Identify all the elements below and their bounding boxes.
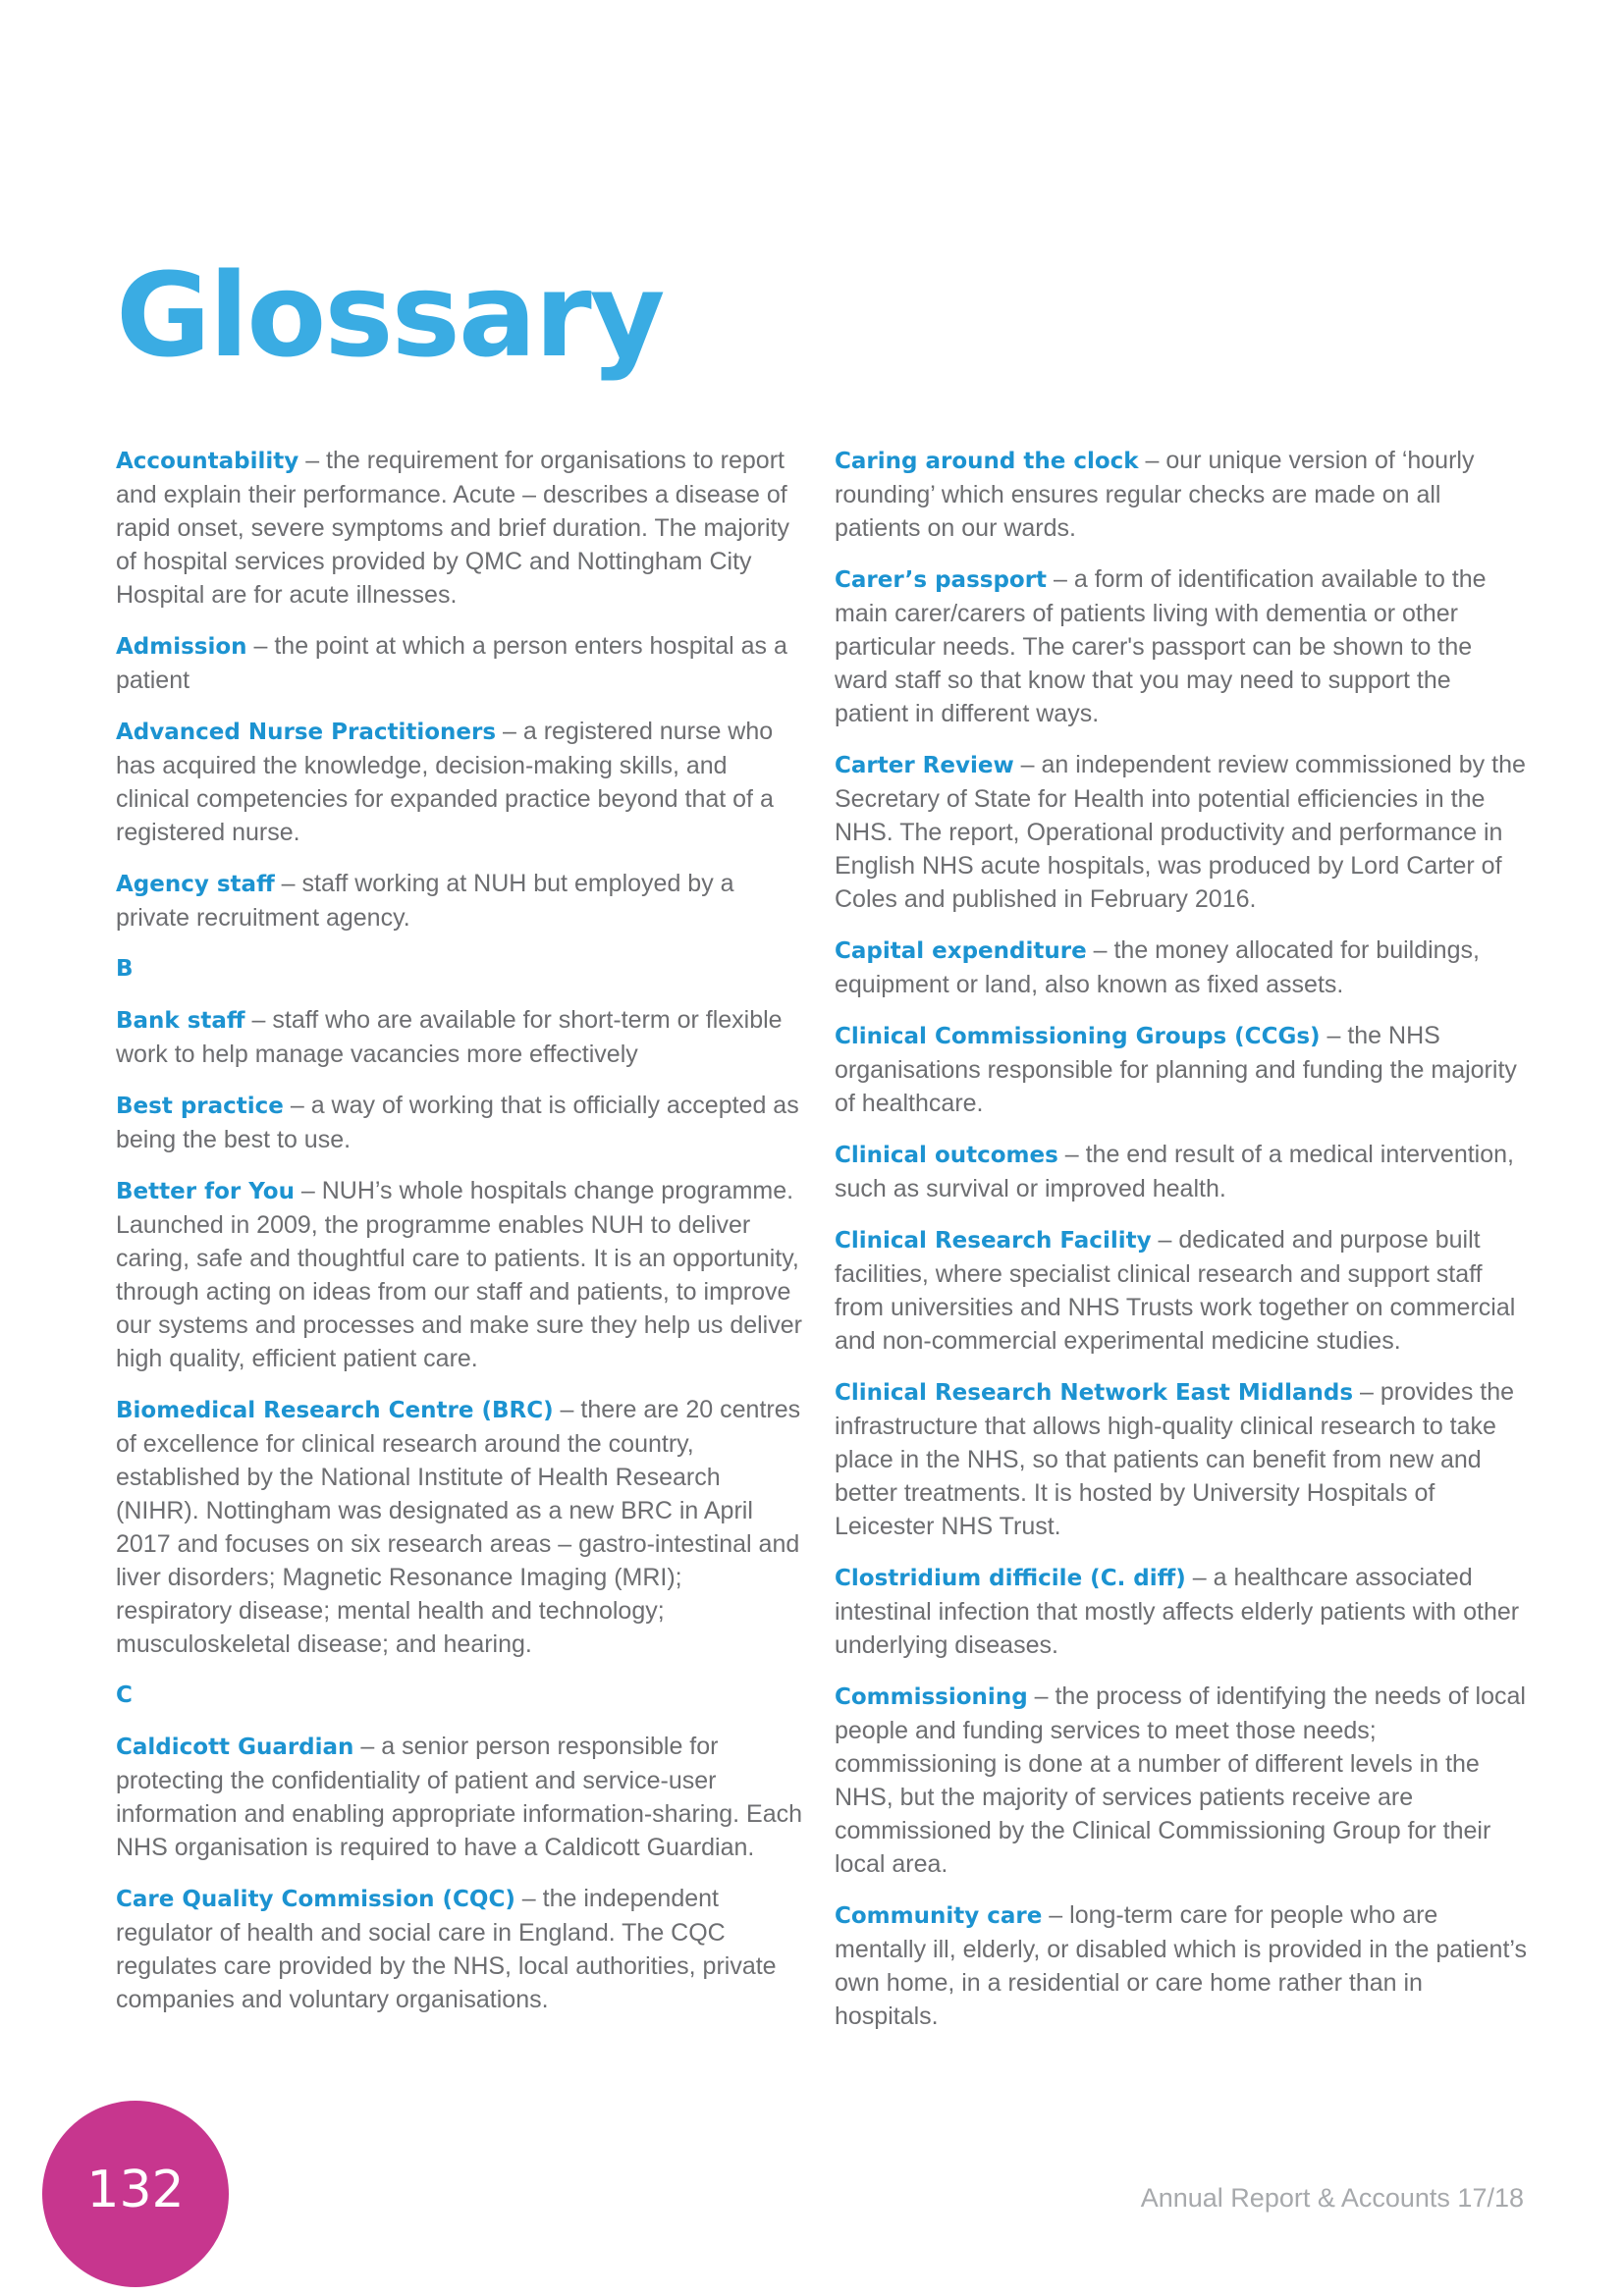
glossary-definition: – staff who are available for short-term or flexible work to help manage vacancies more effectively bbox=[116, 1006, 783, 1068]
page-title: Glossary bbox=[116, 247, 664, 383]
glossary-entry bbox=[835, 1561, 1527, 1662]
glossary-definition: – the requirement for organisations to report and explain their performance. Acute – describes a disease of rapid onset, severe symptoms and brief duration. The majority of hospital services provided by QMC and Nottingham City Hospital are for acute illnesses. bbox=[116, 447, 789, 609]
glossary-column-left bbox=[116, 444, 803, 2034]
glossary-term: Admission bbox=[116, 634, 247, 660]
glossary-term: Carer’s passport bbox=[835, 567, 1048, 593]
glossary-entry bbox=[835, 1223, 1527, 1358]
glossary-entry bbox=[116, 629, 803, 697]
section-letter: C bbox=[116, 1682, 133, 1708]
glossary-definition: – the money allocated for buildings, equipment or land, also known as fixed assets. bbox=[835, 936, 1480, 998]
glossary-definition: – provides the infrastructure that allows high-quality clinical research to take place in the NHS, so that patients can benefit from new and better treatments. It is hosted by University Hospitals of Leicester NHS Trust. bbox=[835, 1378, 1515, 1540]
glossary-term: Agency staff bbox=[116, 872, 275, 897]
glossary-definition: – the independent regulator of health and social care in England. The CQC regulates care provided by the NHS, local authorities, private companies and voluntary organisations. bbox=[116, 1885, 777, 2013]
glossary-definition: – there are 20 centres of excellence for clinical research around the country, established by the National Institute of Health Research (NIHR). Nottingham was designated as a new BRC in April 2017 and focuses on six research areas – gastro-intestinal and liver disorders; Magnetic Resonance Imaging (MRI); respiratory disease; mental health and technology; musculoskeletal disease; and hearing. bbox=[116, 1396, 801, 1658]
glossary-definition: – the end result of a medical intervention, such as survival or improved health. bbox=[835, 1141, 1514, 1202]
glossary-entry bbox=[116, 1730, 803, 1864]
glossary-term: Advanced Nurse Practitioners bbox=[116, 720, 497, 745]
glossary-entry bbox=[116, 1089, 803, 1156]
glossary-definition: – dedicated and purpose built facilities, where specialist clinical research and support staff from universities and NHS Trusts work together on commercial and non-commercial experimental medicine studies. bbox=[835, 1226, 1516, 1355]
glossary-definition: – a registered nurse who has acquired the knowledge, decision-making skills, and clinical competencies for expanded practice beyond that of a registered nurse. bbox=[116, 718, 774, 846]
glossary-entry bbox=[835, 934, 1527, 1001]
glossary-term: Care Quality Commission (CQC) bbox=[116, 1887, 515, 1912]
glossary-definition: – a senior person responsible for protecting the confidentiality of patient and service-user information and enabling appropriate information-sharing. Each NHS organisation is required to have a Caldicott Guardian. bbox=[116, 1733, 803, 1861]
glossary-entry bbox=[116, 1393, 803, 1661]
page-number: 132 bbox=[86, 2161, 185, 2219]
glossary-definition: – our unique version of ‘hourly rounding’ which ensures regular checks are made on all patients on our wards. bbox=[835, 447, 1475, 542]
glossary-term: Clinical outcomes bbox=[835, 1143, 1058, 1168]
glossary-definition: – a healthcare associated intestinal infection that mostly affects elderly patients with other underlying diseases. bbox=[835, 1564, 1520, 1659]
glossary-entry bbox=[835, 1680, 1527, 1881]
page-number-badge bbox=[42, 2101, 229, 2287]
glossary-entry bbox=[835, 444, 1527, 545]
glossary-term: Commissioning bbox=[835, 1684, 1028, 1710]
glossary-definition: – the NHS organisations responsible for planning and funding the majority of healthcare. bbox=[835, 1022, 1517, 1117]
glossary-entry bbox=[835, 562, 1527, 730]
glossary-definition: – a way of working that is officially accepted as being the best to use. bbox=[116, 1092, 799, 1153]
glossary-term: Biomedical Research Centre (BRC) bbox=[116, 1398, 554, 1423]
glossary-entry bbox=[835, 1138, 1527, 1205]
glossary-entry bbox=[835, 748, 1527, 916]
glossary-term: Clinical Research Facility bbox=[835, 1228, 1152, 1254]
glossary-term: Clinical Research Network East Midlands bbox=[835, 1380, 1354, 1406]
glossary-term: Clostridium difficile (C. diff) bbox=[835, 1566, 1186, 1591]
glossary-term: Clinical Commissioning Groups (CCGs) bbox=[835, 1024, 1321, 1049]
glossary-entry bbox=[116, 715, 803, 849]
glossary-definition: – the process of identifying the needs of local people and funding services to meet those needs; commissioning is done at a number of different levels in the NHS, but the majority of services patients receive are commissioned by the Clinical Commissioning Group for their local area. bbox=[835, 1682, 1526, 1878]
glossary-term: Carter Review bbox=[835, 753, 1014, 778]
glossary-term: Caldicott Guardian bbox=[116, 1735, 354, 1760]
glossary-entry bbox=[116, 867, 803, 934]
glossary-term: Best practice bbox=[116, 1094, 284, 1119]
glossary-term: Accountability bbox=[116, 449, 299, 474]
glossary-term: Community care bbox=[835, 1903, 1043, 1929]
glossary-entry bbox=[116, 444, 803, 612]
glossary-definition: – staff working at NUH but employed by a private recruitment agency. bbox=[116, 870, 734, 932]
glossary-entry bbox=[116, 1882, 803, 2016]
glossary-entry bbox=[835, 1375, 1527, 1543]
glossary-term: Bank staff bbox=[116, 1008, 245, 1034]
section-letter: B bbox=[116, 956, 134, 982]
glossary-definition: – a form of identification available to the main carer/carers of patients living with dementia or other particular needs. The carer's passport can be shown to the ward staff so that know that you may need to support the patient in different ways. bbox=[835, 565, 1487, 727]
glossary-definition: – an independent review commissioned by the Secretary of State for Health into potential efficiencies in the NHS. The report, Operational productivity and performance in English NHS acute hospitals, was produced by Lord Carter of Coles and published in February 2016. bbox=[835, 751, 1526, 913]
glossary-definition: – long-term care for people who are mentally ill, elderly, or disabled which is provided in the patient’s own home, in a residential or care home rather than in hospitals. bbox=[835, 1901, 1527, 2030]
glossary-entry bbox=[835, 1019, 1527, 1120]
glossary-definition: – NUH’s whole hospitals change programme. Launched in 2009, the programme enables NUH to deliver caring, safe and thoughtful care to patients. It is an opportunity, through acting on ideas from our staff and patients, to improve our systems and processes and make sure they help us deliver high quality, efficient patient care. bbox=[116, 1177, 802, 1372]
glossary-entry bbox=[835, 1898, 1527, 2033]
glossary-term: Capital expenditure bbox=[835, 938, 1087, 964]
glossary-column-right bbox=[835, 444, 1527, 2051]
glossary-term: Caring around the clock bbox=[835, 449, 1139, 474]
glossary-definition: – the point at which a person enters hospital as a patient bbox=[116, 632, 787, 694]
glossary-entry bbox=[116, 1174, 803, 1375]
glossary-term: Better for You bbox=[116, 1179, 295, 1204]
glossary-entry bbox=[116, 1003, 803, 1071]
footer-report-title: Annual Report & Accounts 17/18 bbox=[1140, 2183, 1524, 2213]
